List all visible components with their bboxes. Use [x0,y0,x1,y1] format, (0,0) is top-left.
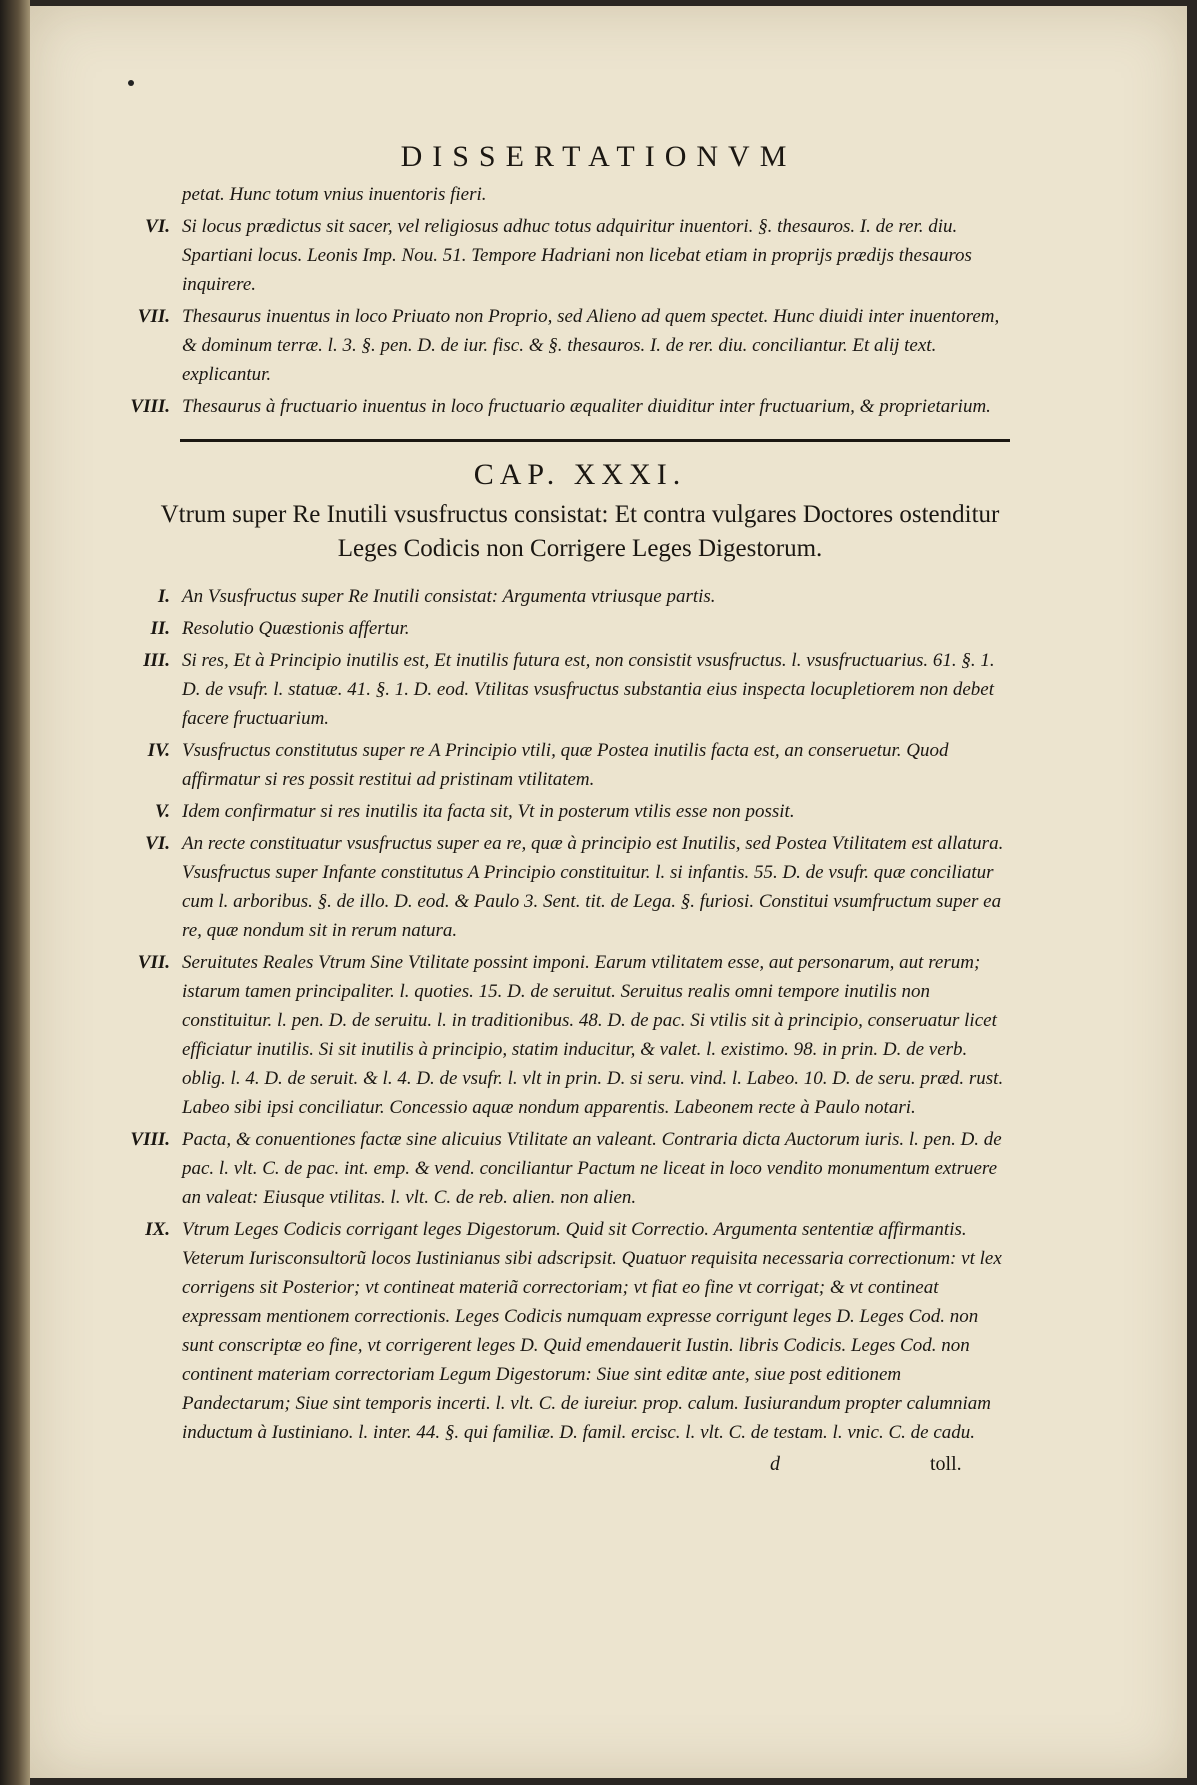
summary-entry [90,646,1010,733]
entry-number: VII. [137,952,170,973]
entry-number: VIII. [130,396,170,417]
summary-entry [90,212,1010,299]
summary-entry [90,829,1010,945]
running-head: DISSERTATIONVM [400,140,797,173]
summary-entry [90,736,1010,794]
section-rule [180,439,1010,442]
entry-number: I. [157,586,170,607]
summary-entry [90,302,1010,389]
chapter-title: Vtrum super Re Inutili vsusfructus consistat: Et contra vulgares Doctores ostenditur Leges Codicis non Corrigere Leges Digestorum. [160,501,1000,562]
book-spine [0,0,30,1785]
summary-entry [90,180,1010,209]
entry-text: petat. Hunc totum vnius inuentoris fieri. [182,184,487,205]
entry-text: An Vsusfructus super Re Inutili consistat: Argumenta vtriusque partis. [182,586,716,607]
entry-number: VII. [137,306,170,327]
summary-entry [90,797,1010,826]
chapter-number: CAP. XXXI. [473,458,687,491]
summary-entry [90,1125,1010,1212]
entry-number: III. [143,650,170,671]
page-body [90,180,1010,1483]
entry-text: Si res, Et à Principio inutilis est, Et inutilis futura est, non consistit vsusfructus. l. vsusfructuarius. 61. §. 1. D. de vsufr. l. statuæ. 41. §. 1. D. eod. Vtilitas vsusfructus substantia eius inspecta locupletiorem non debet facere fructuarium. [182,650,995,729]
entry-number: IX. [145,1219,170,1240]
entry-text: Idem confirmatur si res inutilis ita facta sit, Vt in posterum vtilis esse non possit. [182,801,795,822]
entry-text: Vtrum Leges Codicis corrigant leges Digestorum. Quid sit Correctio. Argumenta sententiæ affirmantis. Veterum Iurisconsultorũ locos Iustinianus sibi adscripsit. Quatuor requisita necessaria correctionum: vt lex corrigens sit Posterior; vt contineat materiã correctoriam; vt fiat eo fine vt corrigat; & vt contineat expressam mentionem correctionis. Leges Codicis numquam expresse corrigunt leges D. Leges Cod. non sunt conscriptæ eo fine, vt corrigerent leges D. Quid emendauerit Iustin. libris Codicis. Leges Cod. non continent materiam correctoriam Legum Digestorum: Siue sint editæ ante, siue post editionem Pandectarum; Siue sint temporis incerti. l. vlt. C. de iureiur. prop. calum. Iusiurandum propter calumniam inductum à Iustiniano. l. inter. 44. §. qui familiæ. D. famil. ercisc. l. vlt. C. de testam. l. vnic. C. de cadu. [182,1219,1002,1443]
summary-entry [90,948,1010,1122]
top-entry-list [90,180,1010,421]
entry-text: Si locus prædictus sit sacer, vel religiosus adhuc totus adquiritur inuentori. §. thesauros. I. de rer. diu. Spartiani locus. Leonis Imp. Nou. 51. Tempore Hadriani non licebat etiam in proprijs prædijs thesauros inquirere. [182,216,972,295]
entry-number: II. [150,618,170,639]
summary-entry [90,1215,1010,1447]
summary-entry [90,614,1010,643]
entry-number: VIII. [130,1129,170,1150]
ink-dot [128,80,134,86]
signature-mark: d [770,1453,780,1475]
catchword: toll. [930,1453,962,1475]
entry-number [90,180,182,209]
entry-text: Thesaurus inuentus in loco Priuato non Proprio, sed Alieno ad quem spectet. Hunc diuidi inter inuentorem, & dominum terræ. l. 3. §. pen. D. de iur. fisc. & §. thesauros. I. de rer. diu. conciliantur. Et alij text. explicantur. [182,306,1000,385]
page-footer [90,1453,1010,1483]
entry-number: V. [155,801,170,822]
entry-text: Thesaurus à fructuario inuentus in loco fructuario æqualiter diuiditur inter fructuarium, & proprietarium. [182,396,991,417]
entry-text: Pacta, & conuentiones factæ sine alicuius Vtilitate an valeant. Contraria dicta Auctorum iuris. l. pen. D. de pac. l. vlt. C. de pac. int. emp. & vend. conciliantur Pactum ne liceat in loco vendito monumentum extruere an valeat: Eiusque vtilitas. l. vlt. C. de reb. alien. non alien. [182,1129,1002,1208]
entry-number: VI. [145,833,170,854]
entry-text: An recte constituatur vsusfructus super ea re, quæ à principio est Inutilis, sed Postea Vtilitatem est allatura. Vsusfructus super Infante constitutus A Principio constituitur. l. si infantis. 55. D. de vsufr. quæ conciliatur cum l. arboribus. §. de illo. D. eod. & Paulo 3. Sent. tit. de Lega. §. furiosi. Constitui vsumfructum super ea re, quæ nondum sit in rerum natura. [182,833,1004,941]
summary-entry [90,582,1010,611]
summary-entry-list [90,582,1010,1447]
entry-text: Resolutio Quæstionis affertur. [182,618,410,639]
entry-number: VI. [145,216,170,237]
entry-text: Seruitutes Reales Vtrum Sine Vtilitate possint imponi. Earum vtilitatem esse, aut personarum, aut rerum; istarum tamen principaliter. l. quoties. 15. D. de seruitut. Seruitus realis omni tempore inutilis non constituitur. l. pen. D. de seruitu. l. in traditionibus. 48. D. de pac. Si vtilis sit à principio, conseruatur licet efficiatur inutilis. Si sit inutilis à principio, statim inducitur, & valet. l. existimo. 98. in prin. D. de verb. oblig. l. 4. D. de seruit. & l. 4. D. de vsufr. l. vlt in prin. D. si seru. vind. l. Labeo. 10. D. de seru. præd. rust. Labeo sibi ipsi conciliatur. Concessio aquæ nondum apparentis. Labeonem recte à Paulo notari. [182,952,1004,1118]
entry-number: IV. [147,740,170,761]
entry-text: Vsusfructus constitutus super re A Principio vtili, quæ Postea inutilis facta est, an conseruetur. Quod affirmatur si res possit restitui ad pristinam vtilitatem. [182,740,949,790]
summary-entry [90,392,1010,421]
